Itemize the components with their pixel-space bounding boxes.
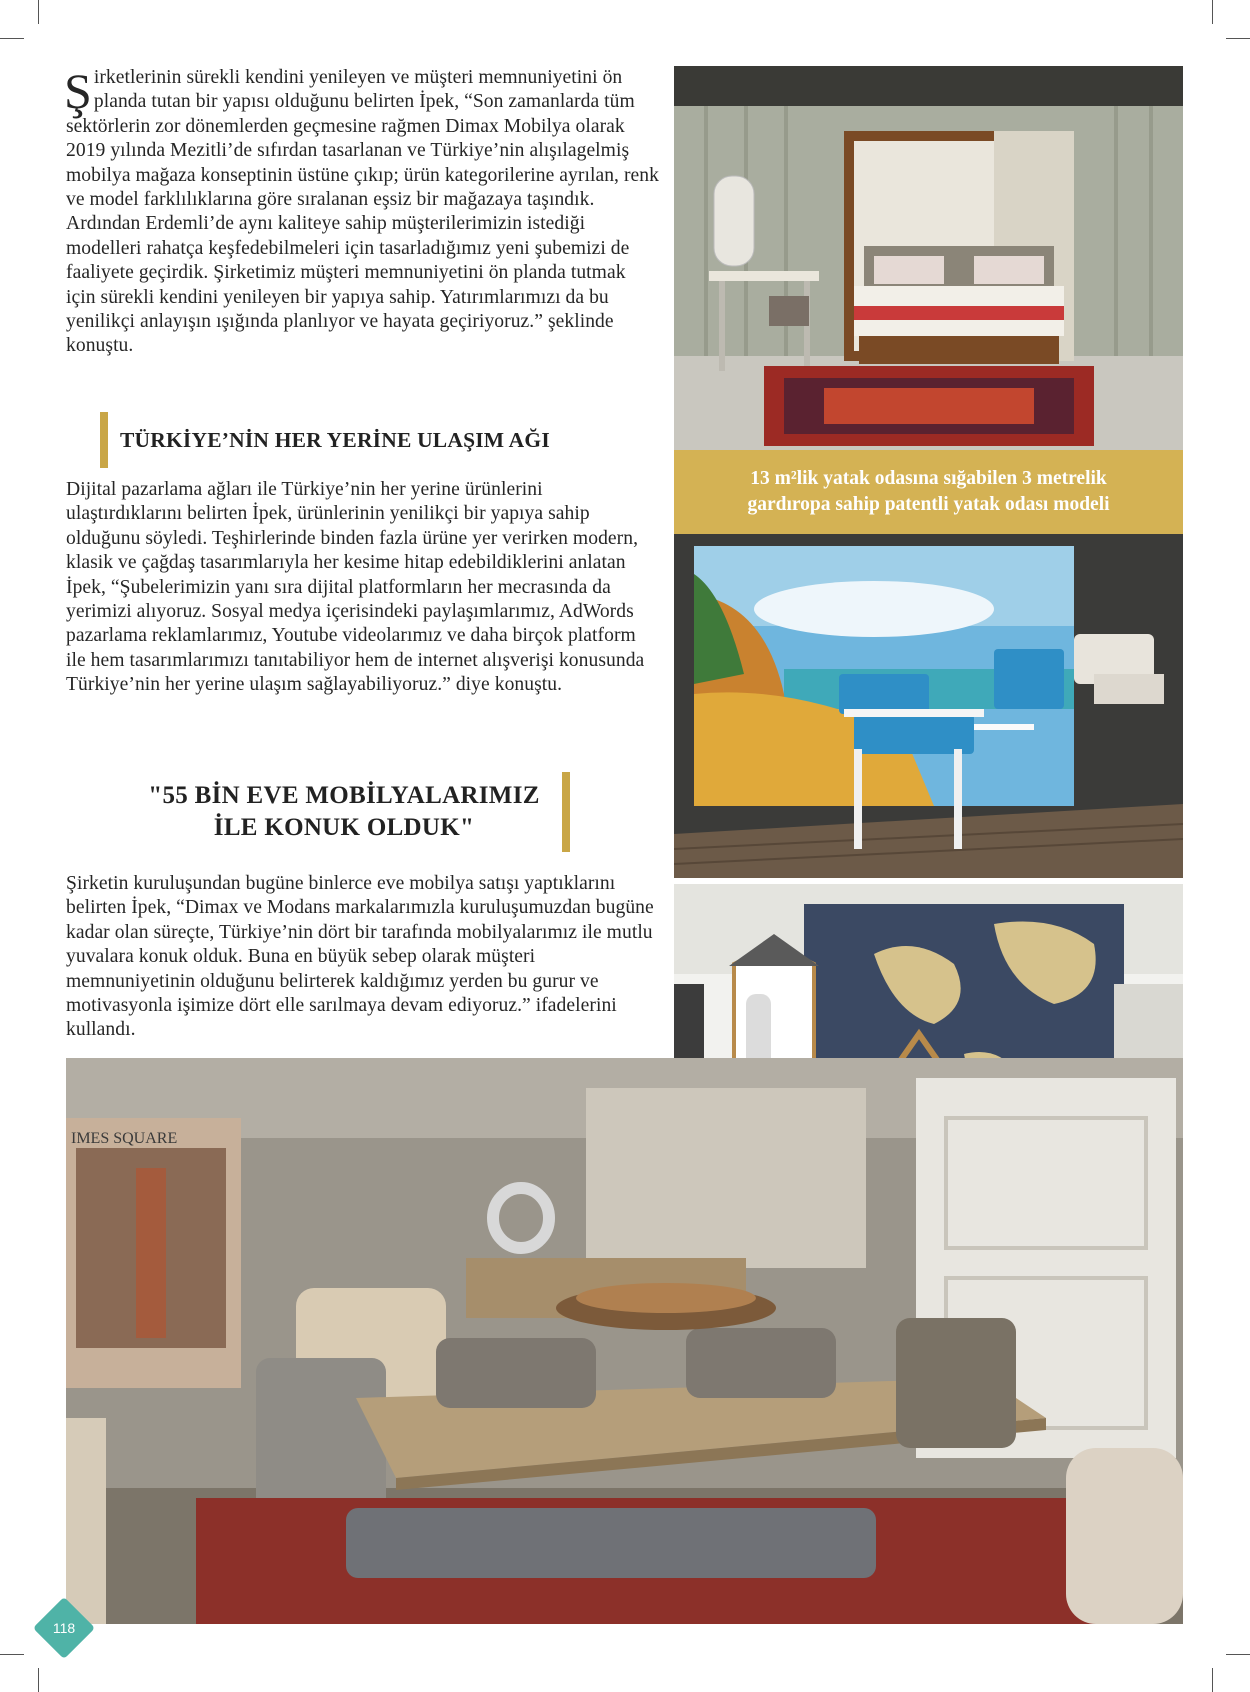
crop-mark [0,38,24,39]
section-heading-reach [100,412,550,468]
bedroom-photo [674,66,1183,450]
page-number: 118 [52,1620,76,1636]
times-square-text: IMES SQUARE [71,1130,178,1147]
section-heading-homes-line2: İLE KONUK OLDUK" [213,814,475,841]
intro-paragraph [64,63,660,359]
crop-mark [1212,0,1213,24]
lounge-illustration [674,534,1183,878]
caption-line2: gardıropa sahip patentli yatak odası modeli [747,494,1110,515]
homes-paragraph: Şirketin kuruluşundan bugüne binlerce eve mobilya satışı yaptıklarını belirten İpek, “Dimax ve Modans markalarımızla kuruluşumuzdan bugüne kadar olan süreçte, Türkiye’nin dört bir tarafında mobilyalarımız ile mutlu yuvalara konuk olduk. Buna en büyük sebep olarak müşteri memnuniyetinin olduğunu belirterek kaldığımız yerden bu gurur ve motivasyonla işimize dört elle sarılmaya devam ediyoruz.” ifadelerini kullandı. [66,873,654,1041]
section-heading-homes [140,772,570,852]
dining-room-photo [66,1058,1183,1624]
crop-mark [38,0,39,24]
article-column [64,63,660,359]
crop-mark [38,1668,39,1692]
section-heading-homes-line1: "55 BİN EVE MOBİLYALARIMIZ [148,782,540,809]
crop-mark [1226,38,1250,39]
drop-cap: Ş [64,63,92,119]
bedroom-illustration [674,66,1183,450]
crop-mark [1212,1668,1213,1692]
bedroom-caption [674,450,1183,534]
caption-line1: 13 m²lik yatak odasına sığabilen 3 metrelik [750,468,1107,489]
dining-room-illustration [66,1058,1183,1624]
outdoor-lounge-photo [674,534,1183,878]
digital-paragraph: Dijital pazarlama ağları ile Türkiye’nin her yerine ürünlerini ulaştırdıklarını belirten İpek, ürünlerinin yenilikçi bir yapıya sahip olduğunu söyledi. Teşhirlerinde binden fazla ürüne yer verirken modern, klasik ve çağdaş tasarımlarıyla her kesime hitap edebildiklerini anlatan İpek, “Şubelerimizin yanı sıra dijital platformların her mecrasında da yerimizi alıyoruz. Sosyal medya içerisindeki paylaşımlarımız, AdWords pazarlama reklamlarımız, Youtube videolarımız ve daha birçok platform ile hem tasarımlarımızı tanıtabiliyor hem de internet alışverişi konusunda Türkiye’nin her yerine ulaşım sağlayabiliyoruz.” diye konuştu. [66,479,645,696]
section-heading-reach-text: TÜRKİYE’NİN HER YERİNE ULAŞIM AĞI [120,427,550,452]
crop-mark [0,1654,24,1655]
crop-mark [1226,1654,1250,1655]
intro-text: irketlerinin sürekli kendini yenileyen ve müşteri memnuniyetini ön planda tutan bir yapısı olduğunu belirten İpek, “Son zamanlarda tüm sektörlerin zor dönemlerden geçmesine rağmen Dimax Mobilya olarak 2019 yılında Mezitli’de sıfırdan tasarlanan ve Türkiye’nin alışılagelmiş mobilya mağaza konseptinin üstüne çıkıp; ürün kategorilerine ayrılan, renk ve model farklılıklarına göre sıralanan eşsiz bir mağazaya taşındık. Ardından Erdemli’de aynı kaliteye sahip müşterilerimizin istediği modelleri rahatça keşfedebilmeleri için tasarladığımız yeni şubemizi de faaliyete geçirdik. Şirketimiz müşteri memnuniyetini ön planda tutmak için sürekli kendini yenileyen bir yapıya sahip. Yatırımlarımızı da bu yenilikçi anlayışın ışığında planlıyor ve hayata geçiriyoruz.” şeklinde konuştu. [66,67,659,357]
